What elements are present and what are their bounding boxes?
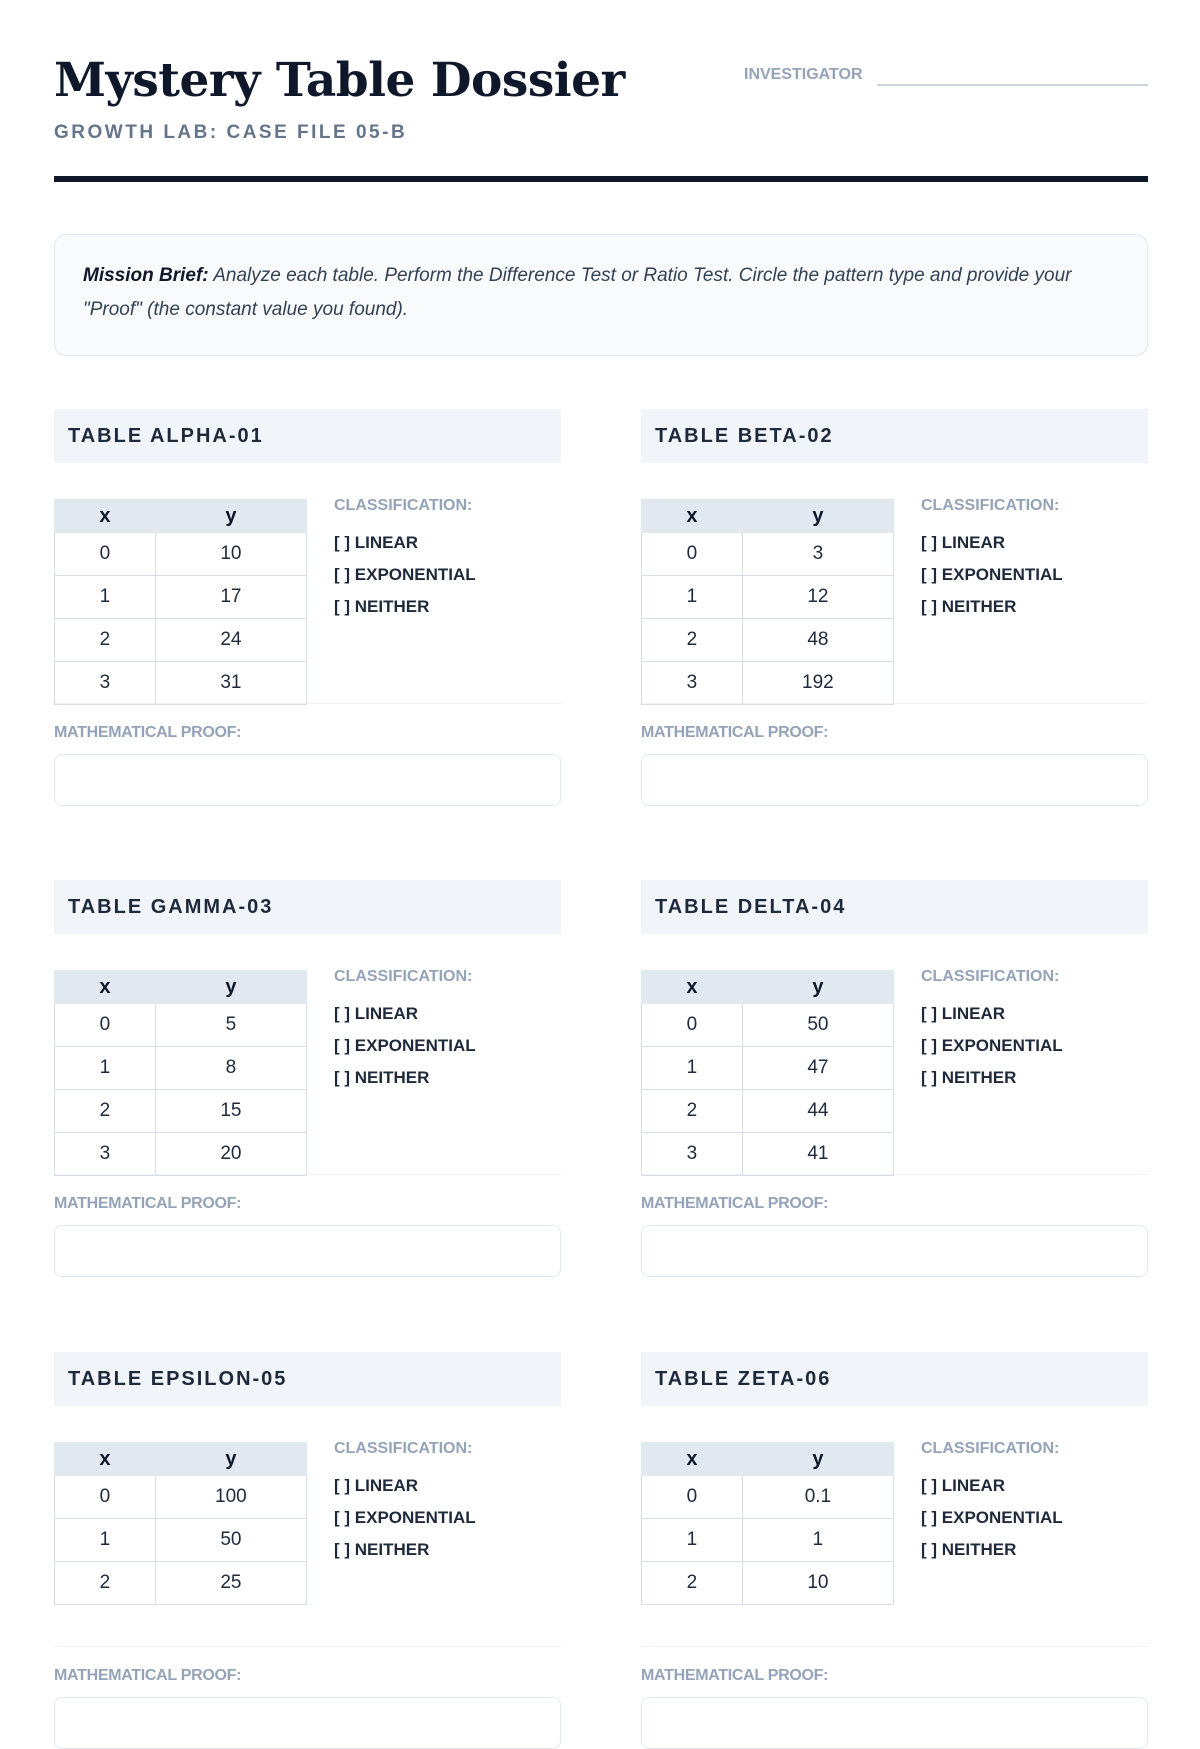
table-header-row	[642, 500, 894, 533]
y-column-header: y	[742, 971, 893, 1004]
table-row	[642, 1047, 894, 1090]
y-value-cell: 50	[155, 1519, 306, 1562]
option-neither[interactable]: [ ] NEITHER	[334, 1540, 430, 1559]
data-table	[641, 970, 894, 1176]
table-card-body	[641, 1406, 1148, 1647]
x-value-cell: 3	[642, 662, 743, 705]
option-linear[interactable]: [ ] LINEAR	[921, 533, 1006, 552]
page-title: Mystery Table Dossier	[54, 53, 625, 108]
data-table	[54, 1442, 307, 1605]
proof-answer-box[interactable]	[54, 754, 561, 806]
table-card-body	[641, 934, 1148, 1175]
table-row	[642, 1519, 894, 1562]
x-value-cell: 2	[55, 1562, 156, 1605]
data-table	[54, 499, 307, 705]
y-value-cell: 47	[742, 1047, 893, 1090]
y-value-cell: 31	[155, 662, 306, 705]
table-row	[55, 662, 307, 705]
y-value-cell: 15	[155, 1090, 306, 1133]
worksheet-page	[54, 0, 1148, 1684]
y-column-header: y	[155, 1443, 306, 1476]
option-neither[interactable]: [ ] NEITHER	[921, 1540, 1017, 1559]
table-card-5	[54, 1352, 561, 1749]
mission-brief-text: Analyze each table. Perform the Difference Test or Ratio Test. Circle the pattern type and provide your "Proof" (the constant value you found).	[83, 265, 1072, 320]
proof-label: MATHEMATICAL PROOF:	[54, 1667, 242, 1684]
option-exponential[interactable]: [ ] EXPONENTIAL	[334, 565, 476, 584]
table-header-row	[55, 971, 307, 1004]
classification-options	[334, 968, 476, 1098]
proof-answer-box[interactable]	[641, 1697, 1148, 1749]
table-row	[642, 1476, 894, 1519]
y-value-cell: 20	[155, 1133, 306, 1176]
classification-label: CLASSIFICATION:	[334, 1440, 473, 1457]
classification-options	[334, 497, 476, 627]
option-linear[interactable]: [ ] LINEAR	[921, 1476, 1006, 1495]
x-value-cell: 0	[55, 1476, 156, 1519]
x-column-header: x	[642, 971, 743, 1004]
table-header-row	[642, 971, 894, 1004]
x-value-cell: 3	[55, 662, 156, 705]
option-linear[interactable]: [ ] LINEAR	[334, 1004, 419, 1023]
table-header-row	[642, 1443, 894, 1476]
table-row	[55, 533, 307, 576]
classification-options	[921, 968, 1063, 1098]
y-value-cell: 10	[155, 533, 306, 576]
table-row	[55, 1562, 307, 1605]
option-exponential[interactable]: [ ] EXPONENTIAL	[921, 565, 1063, 584]
table-row	[642, 619, 894, 662]
y-value-cell: 100	[155, 1476, 306, 1519]
table-card-title: TABLE DELTA-04	[641, 880, 1148, 934]
y-value-cell: 3	[742, 533, 893, 576]
table-row	[642, 662, 894, 705]
x-value-cell: 1	[642, 576, 743, 619]
x-value-cell: 2	[55, 619, 156, 662]
table-row	[55, 1004, 307, 1047]
y-value-cell: 25	[155, 1562, 306, 1605]
y-column-header: y	[742, 1443, 893, 1476]
table-card-4	[641, 880, 1148, 1277]
classification-options	[921, 1440, 1063, 1570]
table-row	[55, 1519, 307, 1562]
y-value-cell: 12	[742, 576, 893, 619]
option-neither[interactable]: [ ] NEITHER	[334, 597, 430, 616]
proof-answer-box[interactable]	[641, 1225, 1148, 1277]
y-column-header: y	[742, 500, 893, 533]
proof-label: MATHEMATICAL PROOF:	[641, 1667, 829, 1684]
table-row	[642, 576, 894, 619]
table-header-row	[55, 500, 307, 533]
investigator-label: INVESTIGATOR	[744, 66, 863, 83]
proof-label: MATHEMATICAL PROOF:	[641, 1195, 829, 1212]
table-card-1	[54, 409, 561, 806]
classification-label: CLASSIFICATION:	[921, 497, 1060, 514]
proof-label: MATHEMATICAL PROOF:	[641, 724, 829, 741]
proof-answer-box[interactable]	[54, 1697, 561, 1749]
x-column-header: x	[642, 500, 743, 533]
y-value-cell: 10	[742, 1562, 893, 1605]
x-value-cell: 0	[642, 1476, 743, 1519]
classification-label: CLASSIFICATION:	[334, 497, 473, 514]
proof-answer-box[interactable]	[54, 1225, 561, 1277]
table-row	[642, 1562, 894, 1605]
y-value-cell: 50	[742, 1004, 893, 1047]
y-value-cell: 5	[155, 1004, 306, 1047]
x-column-header: x	[55, 971, 156, 1004]
table-row	[55, 1047, 307, 1090]
y-value-cell: 8	[155, 1047, 306, 1090]
investigator-field	[744, 60, 1148, 86]
table-card-2	[641, 409, 1148, 806]
proof-label: MATHEMATICAL PROOF:	[54, 724, 242, 741]
option-neither[interactable]: [ ] NEITHER	[921, 1068, 1017, 1087]
table-card-title: TABLE ALPHA-01	[54, 409, 561, 463]
table-card-3	[54, 880, 561, 1277]
table-card-title: TABLE GAMMA-03	[54, 880, 561, 934]
y-value-cell: 44	[742, 1090, 893, 1133]
y-value-cell: 192	[742, 662, 893, 705]
x-column-header: x	[642, 1443, 743, 1476]
data-table	[641, 1442, 894, 1605]
x-value-cell: 1	[642, 1519, 743, 1562]
y-value-cell: 17	[155, 576, 306, 619]
table-row	[55, 1476, 307, 1519]
x-value-cell: 1	[55, 1519, 156, 1562]
proof-label: MATHEMATICAL PROOF:	[54, 1195, 242, 1212]
table-card-6	[641, 1352, 1148, 1749]
table-card-body	[54, 934, 561, 1175]
y-value-cell: 41	[742, 1133, 893, 1176]
x-value-cell: 0	[55, 533, 156, 576]
y-column-header: y	[155, 971, 306, 1004]
table-card-title: TABLE EPSILON-05	[54, 1352, 561, 1406]
table-row	[55, 576, 307, 619]
option-neither[interactable]: [ ] NEITHER	[921, 597, 1017, 616]
table-card-body	[54, 1406, 561, 1647]
classification-label: CLASSIFICATION:	[334, 968, 473, 985]
table-card-title: TABLE BETA-02	[641, 409, 1148, 463]
x-value-cell: 2	[642, 1562, 743, 1605]
x-column-header: x	[55, 500, 156, 533]
classification-options	[921, 497, 1063, 627]
option-linear[interactable]: [ ] LINEAR	[921, 1004, 1006, 1023]
option-exponential[interactable]: [ ] EXPONENTIAL	[334, 1508, 476, 1527]
table-card-body	[641, 463, 1148, 704]
x-value-cell: 0	[642, 533, 743, 576]
table-row	[55, 1090, 307, 1133]
option-linear[interactable]: [ ] LINEAR	[334, 533, 419, 552]
option-exponential[interactable]: [ ] EXPONENTIAL	[921, 1508, 1063, 1527]
investigator-name-line[interactable]	[877, 60, 1148, 86]
x-value-cell: 2	[642, 619, 743, 662]
table-row	[642, 533, 894, 576]
x-value-cell: 3	[642, 1133, 743, 1176]
table-card-title: TABLE ZETA-06	[641, 1352, 1148, 1406]
classification-options	[334, 1440, 476, 1570]
data-table	[54, 970, 307, 1176]
x-value-cell: 1	[642, 1047, 743, 1090]
proof-answer-box[interactable]	[641, 754, 1148, 806]
y-value-cell: 1	[742, 1519, 893, 1562]
table-card-body	[54, 463, 561, 704]
data-table	[641, 499, 894, 705]
option-exponential[interactable]: [ ] EXPONENTIAL	[921, 1036, 1063, 1055]
x-value-cell: 0	[55, 1004, 156, 1047]
y-value-cell: 48	[742, 619, 893, 662]
page-subtitle: GROWTH LAB: CASE FILE 05-B	[54, 122, 408, 143]
table-row	[642, 1090, 894, 1133]
option-linear[interactable]: [ ] LINEAR	[334, 1476, 419, 1495]
x-value-cell: 2	[55, 1090, 156, 1133]
y-value-cell: 24	[155, 619, 306, 662]
option-neither[interactable]: [ ] NEITHER	[334, 1068, 430, 1087]
y-column-header: y	[155, 500, 306, 533]
table-row	[642, 1133, 894, 1176]
y-value-cell: 0.1	[742, 1476, 893, 1519]
x-value-cell: 3	[55, 1133, 156, 1176]
classification-label: CLASSIFICATION:	[921, 1440, 1060, 1457]
x-value-cell: 1	[55, 576, 156, 619]
mission-brief	[54, 234, 1148, 356]
table-row	[55, 1133, 307, 1176]
x-value-cell: 0	[642, 1004, 743, 1047]
table-row	[642, 1004, 894, 1047]
x-column-header: x	[55, 1443, 156, 1476]
option-exponential[interactable]: [ ] EXPONENTIAL	[334, 1036, 476, 1055]
x-value-cell: 2	[642, 1090, 743, 1133]
mission-brief-label: Mission Brief:	[83, 265, 209, 286]
x-value-cell: 1	[55, 1047, 156, 1090]
header	[54, 0, 1148, 182]
classification-label: CLASSIFICATION:	[921, 968, 1060, 985]
table-row	[55, 619, 307, 662]
table-header-row	[55, 1443, 307, 1476]
